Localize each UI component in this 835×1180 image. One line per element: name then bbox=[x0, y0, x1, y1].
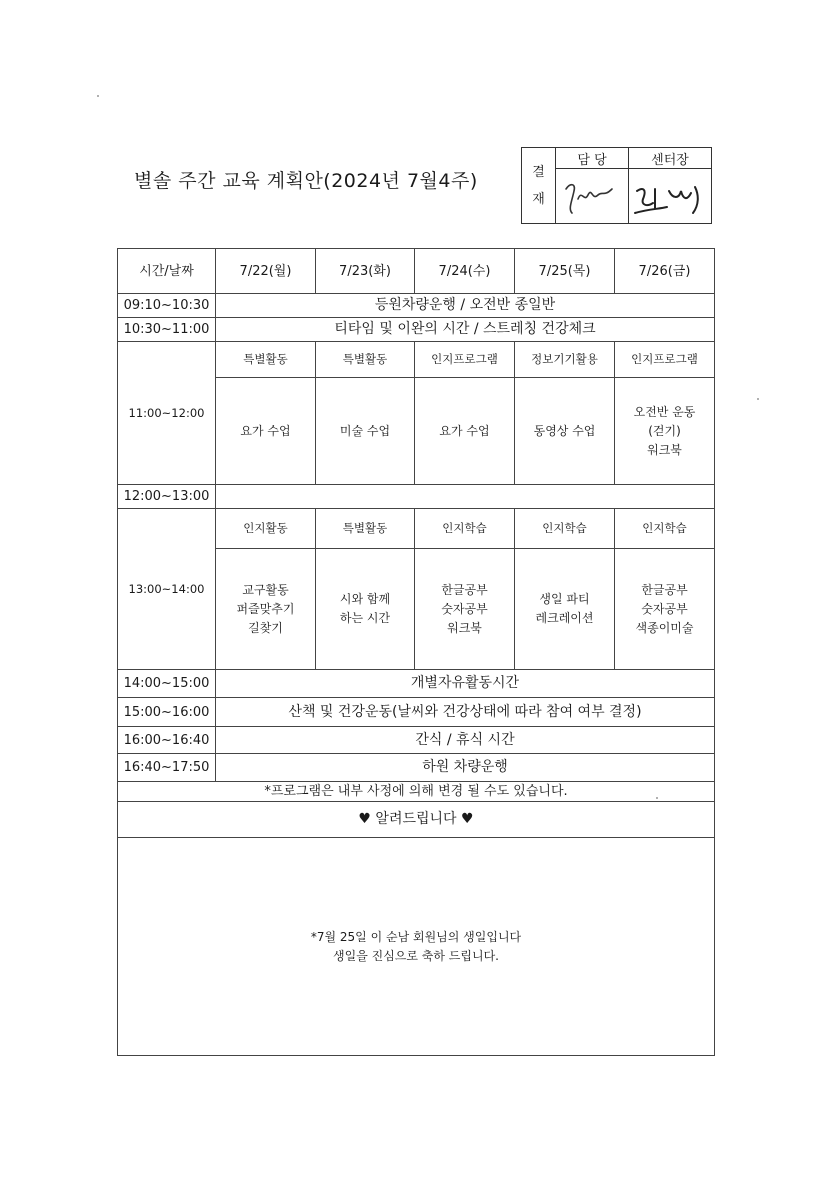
activity-cell: 미술 수업 bbox=[316, 378, 415, 485]
table-row bbox=[118, 485, 715, 509]
activity-cell: 하원 차량운행 bbox=[216, 754, 715, 782]
notice-text: *프로그램은 내부 사정에 의해 변경 될 수도 있습니다. bbox=[118, 782, 715, 802]
manager-signature bbox=[556, 169, 629, 224]
category-cell: 인지활동 bbox=[216, 509, 316, 549]
time-cell: 11:00~12:00 bbox=[118, 342, 216, 485]
day-header: 7/24(수) bbox=[415, 249, 515, 294]
table-header-row bbox=[118, 249, 715, 294]
scan-speck bbox=[97, 95, 99, 97]
time-cell: 16:40~17:50 bbox=[118, 754, 216, 782]
activity-cell: 개별자유활동시간 bbox=[216, 670, 715, 698]
activity-cell: 간식 / 휴식 시간 bbox=[216, 727, 715, 754]
day-header: 7/23(화) bbox=[316, 249, 415, 294]
category-cell: 특별활동 bbox=[316, 509, 415, 549]
announcement-body-row bbox=[118, 838, 715, 1056]
time-date-header: 시간/날짜 bbox=[118, 249, 216, 294]
category-cell: 특별활동 bbox=[216, 342, 316, 378]
announcement-heading: ♥ 알려드립니다 ♥ bbox=[118, 802, 715, 838]
approval-director-header: 센터장 bbox=[629, 148, 712, 169]
day-header: 7/22(월) bbox=[216, 249, 316, 294]
approval-side-label: 결 재 bbox=[522, 148, 556, 224]
table-row bbox=[118, 727, 715, 754]
category-cell: 정보기기활용 bbox=[515, 342, 615, 378]
category-cell: 인지학습 bbox=[515, 509, 615, 549]
table-row bbox=[118, 754, 715, 782]
table-row bbox=[118, 294, 715, 318]
time-cell: 12:00~13:00 bbox=[118, 485, 216, 509]
activity-cell: 티타임 및 이완의 시간 / 스트레칭 건강체크 bbox=[216, 318, 715, 342]
director-signature bbox=[629, 169, 712, 224]
time-cell: 13:00~14:00 bbox=[118, 509, 216, 670]
activity-cell: 산책 및 건강운동(날씨와 건강상태에 따라 참여 여부 결정) bbox=[216, 698, 715, 727]
category-cell: 인지학습 bbox=[415, 509, 515, 549]
category-cell: 인지프로그램 bbox=[615, 342, 715, 378]
activity-cell: 교구활동 퍼즐맞추기 길찾기 bbox=[216, 549, 316, 670]
table-row bbox=[118, 318, 715, 342]
time-cell: 10:30~11:00 bbox=[118, 318, 216, 342]
time-cell: 09:10~10:30 bbox=[118, 294, 216, 318]
table-row bbox=[118, 670, 715, 698]
table-row bbox=[118, 509, 715, 549]
time-cell: 16:00~16:40 bbox=[118, 727, 216, 754]
approval-manager-header: 담 당 bbox=[556, 148, 629, 169]
lunch-cell bbox=[216, 485, 715, 509]
notice-row bbox=[118, 782, 715, 802]
activity-cell: 한글공부 숫자공부 워크북 bbox=[415, 549, 515, 670]
weekly-schedule-table bbox=[117, 248, 715, 1056]
activity-cell: 시와 함께 하는 시간 bbox=[316, 549, 415, 670]
activity-cell: 요가 수업 bbox=[216, 378, 316, 485]
scan-speck bbox=[757, 398, 759, 400]
table-row bbox=[118, 698, 715, 727]
day-header: 7/26(금) bbox=[615, 249, 715, 294]
activity-cell: 생일 파티 레크레이션 bbox=[515, 549, 615, 670]
activity-cell: 요가 수업 bbox=[415, 378, 515, 485]
category-cell: 인지프로그램 bbox=[415, 342, 515, 378]
heart-icon: ♥ bbox=[461, 811, 474, 827]
page-title: 별솔 주간 교육 계획안(2024년 7월4주) bbox=[134, 170, 478, 192]
announcement-body: *7월 25일 이 순남 회원님의 생일입니다 생일을 진심으로 축하 드립니다. bbox=[118, 838, 715, 1056]
heart-icon: ♥ bbox=[358, 811, 371, 827]
day-header: 7/25(목) bbox=[515, 249, 615, 294]
time-cell: 15:00~16:00 bbox=[118, 698, 216, 727]
approval-box bbox=[521, 147, 712, 224]
activity-cell: 한글공부 숫자공부 색종이미술 bbox=[615, 549, 715, 670]
table-row bbox=[118, 342, 715, 378]
activity-cell: 동영상 수업 bbox=[515, 378, 615, 485]
activity-cell: 오전반 운동 (걷기) 워크북 bbox=[615, 378, 715, 485]
category-cell: 인지학습 bbox=[615, 509, 715, 549]
scan-speck bbox=[656, 797, 658, 799]
activity-cell: 등원차량운행 / 오전반 종일반 bbox=[216, 294, 715, 318]
category-cell: 특별활동 bbox=[316, 342, 415, 378]
announcement-header-row bbox=[118, 802, 715, 838]
time-cell: 14:00~15:00 bbox=[118, 670, 216, 698]
